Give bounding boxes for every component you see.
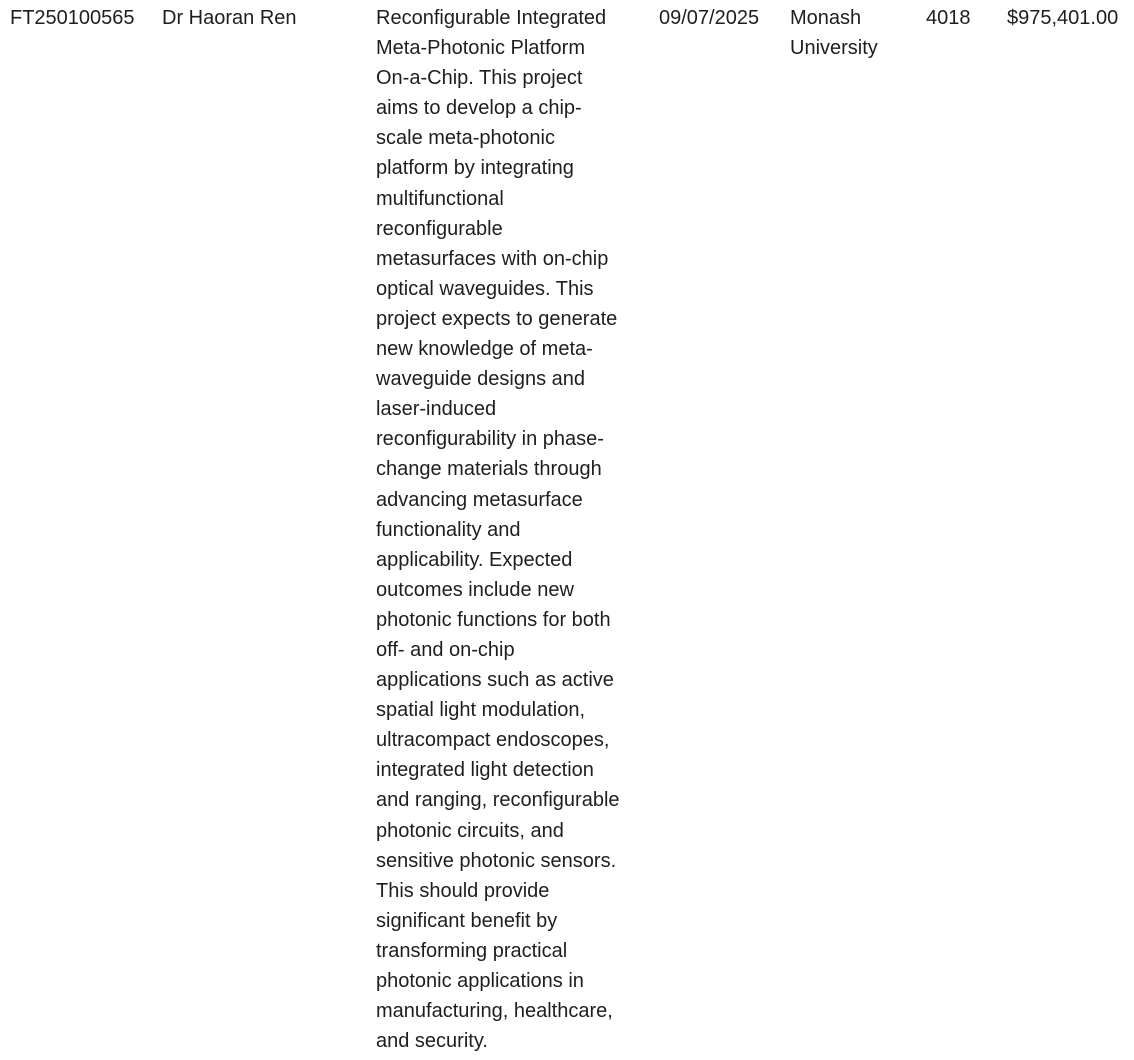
grant-id-cell <box>0 3 162 1056</box>
project-summary-line: transforming practical <box>376 939 568 962</box>
project-summary-line: sensitive photonic sensors. <box>376 849 617 872</box>
project-summary-line: aims to develop a chip- <box>376 97 582 120</box>
project-summary-line: applications such as active <box>376 669 614 692</box>
project-summary-line: and security. <box>376 1030 488 1053</box>
project-summary-line: optical waveguides. This <box>376 277 594 300</box>
investigator-cell <box>162 3 376 1056</box>
project-summary-line: reconfigurable <box>376 217 503 240</box>
code-cell <box>926 3 1007 1056</box>
project-summary-line: Meta-Photonic Platform <box>376 37 585 60</box>
project-summary-line: multifunctional <box>376 187 504 210</box>
grant-date: 09/07/2025 <box>659 7 760 29</box>
project-summary-line: photonic circuits, and <box>376 819 564 842</box>
project-summary-line: laser-induced <box>376 398 497 421</box>
project-summary-line: advancing metasurface <box>376 488 583 511</box>
grant-table <box>0 3 1134 1056</box>
project-summary-line: change materials through <box>376 458 602 481</box>
organisation-cell <box>790 3 926 1056</box>
project-summary-line: outcomes include new <box>376 578 574 601</box>
project-summary-line: applicability. Expected <box>376 548 573 571</box>
grant-amount: $975,401.00 <box>1007 7 1119 29</box>
project-summary-line: platform by integrating <box>376 157 574 180</box>
grant-code: 4018 <box>926 7 971 29</box>
project-summary-line: off- and on-chip <box>376 638 515 661</box>
table-row <box>0 3 1134 1056</box>
project-summary-line: On-a-Chip. This project <box>376 67 583 90</box>
project-summary-line: integrated light detection <box>376 759 594 782</box>
project-summary-line: metasurfaces with on-chip <box>376 247 609 270</box>
project-summary-line: project expects to generate <box>376 307 618 330</box>
project-summary-line: significant benefit by <box>376 909 558 932</box>
amount-cell <box>1007 3 1134 1056</box>
project-summary-line: functionality and <box>376 518 521 541</box>
organisation-line: Monash <box>790 7 862 29</box>
project-summary-line: Reconfigurable Integrated <box>376 7 607 29</box>
project-summary-line: photonic functions for both <box>376 608 611 631</box>
project-summary-line: photonic applications in <box>376 970 584 992</box>
project-summary-line: This should provide <box>376 879 550 902</box>
project-summary-line: new knowledge of meta- <box>376 338 593 361</box>
project-summary-line: and ranging, reconfigurable <box>376 789 620 812</box>
organisation-line: University <box>790 37 878 60</box>
project-summary-line: ultracompact endoscopes, <box>376 729 610 752</box>
project-summary-line: waveguide designs and <box>376 368 586 391</box>
project-summary-cell <box>376 3 659 1056</box>
project-summary-line: manufacturing, healthcare, <box>376 1000 613 1023</box>
grant-id: FT250100565 <box>10 7 135 29</box>
date-cell <box>659 3 790 1056</box>
project-summary-line: scale meta-photonic <box>376 127 555 150</box>
investigator-name: Dr Haoran Ren <box>162 7 297 29</box>
project-summary-line: reconfigurability in phase- <box>376 428 604 451</box>
project-summary <box>376 3 641 1056</box>
project-summary-line: spatial light modulation, <box>376 699 586 722</box>
